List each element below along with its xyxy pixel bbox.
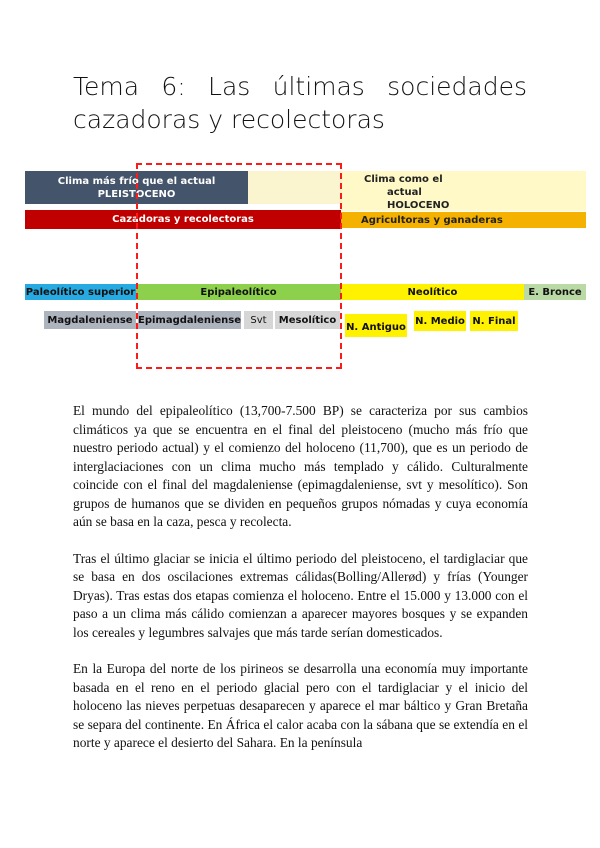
subperiod-epimagdaleniense: Epimagdaleniense <box>138 311 241 329</box>
document-body <box>73 402 528 771</box>
holoceno-label: HOLOCENO <box>387 200 450 211</box>
subperiod-magdaleniense: Magdaleniense <box>44 311 136 329</box>
clima-calido-label-2: actual <box>387 187 422 198</box>
cazadoras-bar: Cazadoras y recolectoras <box>25 210 341 229</box>
paragraph: El mundo del epipaleolítico (13,700-7.500 BP) se caracteriza por sus cambios climáticos ya que se encuentra en el final del pleistoceno (mucho más frío que nuestro periodo actual) y el comienzo del holoceno (11,700), que es un periodo de interglaciaciones con un clima mucho más templado y cálido. Culturalmente coincide con el final del magdaleniense (epimagdaleniense, svt y mesolítico). Son grupos de humanos que se dividen en pequeños grupos nómadas y cuya economía aún se basa en la caza, pesca y recolecta. <box>73 403 528 529</box>
subperiod-neolitico-antiguo: N. Antiguo <box>345 314 407 337</box>
period-neolitico: Neolítico <box>341 284 524 300</box>
period-bronce: E. Bronce <box>524 284 586 300</box>
subperiod-neolitico-medio: N. Medio <box>414 311 466 331</box>
page-title: Tema 6: Las últimas sociedades cazadoras y recolectoras <box>73 72 527 134</box>
paragraph: En la Europa del norte de los pirineos se desarrolla una economía muy importante basada en el reno en el periodo glacial pero con el tardiglaciar y el inicio del holoceno las nieves perpetuas desaparecen y aparece el mar báltico y Gran Bretaña se separa del continente. En África el calor acaba con la sábana que se extendía en el norte y aparece el desierto del Sahara. En la península <box>73 661 528 750</box>
epipaleolitico-highlight-frame <box>136 163 342 369</box>
agricultoras-bar: Agricultoras y ganaderas <box>341 212 586 228</box>
timeline-diagram <box>0 0 600 380</box>
clima-calido-label-1: Clima como el <box>364 174 443 185</box>
clima-frio-label: Clima más frío que el actual <box>57 175 216 187</box>
period-epipaleolitico: Epipaleolítico <box>136 284 341 300</box>
subperiod-neolitico-final: N. Final <box>470 311 518 331</box>
period-paleolitico: Paleolítico superior <box>25 284 136 300</box>
paragraph: Tras el último glaciar se inicia el último periodo del pleistoceno, el tardiglaciar que se basa en dos oscilaciones extremas cálidas(Bolling/Allerød) y frías (Younger Dryas). Tras estas dos etapas comienza el holoceno. Entre el 15.000 y 13.000 con el paso a un clima más cálido comienzan a aparecer mayores bosques y se expanden los cereales y legumbres salvajes que más tarde serían domesticados. <box>73 550 528 640</box>
subperiod-mesolitico: Mesolítico <box>275 311 340 329</box>
clima-calido-bar <box>341 171 586 211</box>
pleistoceno-label: PLEISTOCENO <box>97 188 176 200</box>
subperiod-svt: Svt <box>244 311 273 329</box>
